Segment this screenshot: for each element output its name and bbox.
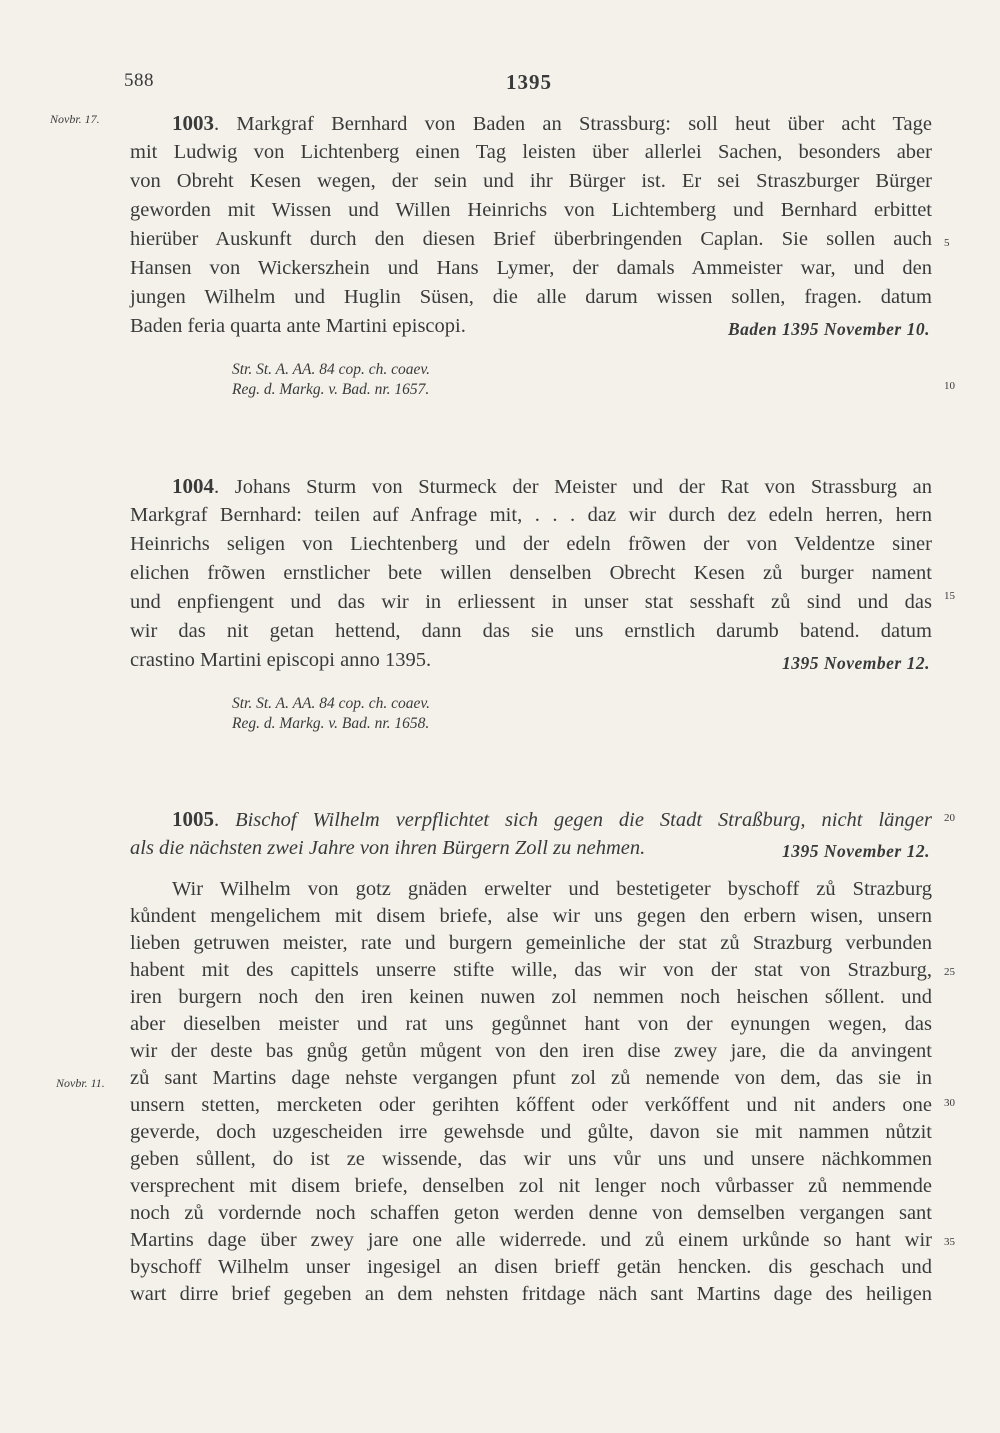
text-line: Baden feria quarta ante Martini episcopi. Baden 1395 November 10. xyxy=(130,313,932,339)
entry-number: 1003 xyxy=(172,111,214,135)
text-line: wir der deste bas gnůg getůn můgent von den iren dise zwey jare, die da anvingent xyxy=(130,1040,932,1062)
margin-date: Novbr. 11. xyxy=(56,1076,105,1090)
text-line: aber dieselben meister und rat uns gegůnnet hant von der eynungen wegen, das xyxy=(130,1013,932,1035)
text-line: geben sůllent, do ist ze wissende, das wir uns vůr uns und unsere nächkommen xyxy=(130,1148,932,1170)
text-line: noch zů vordernde noch schaffen geton werden denne von demselben vergangen sant xyxy=(130,1202,932,1224)
text-line: 1004. Johans Sturm von Sturmeck der Meister und der Rat von Strassburg an xyxy=(172,474,933,498)
text-line: versprechent mit disem briefe, denselben zol nit lenger noch vůrbasser zů nemmende xyxy=(130,1175,932,1197)
line-number: 15 xyxy=(944,590,955,602)
text-line: 1003. Markgraf Bernhard von Baden an Strassburg: soll heut über acht Tage xyxy=(172,111,932,135)
text-line: und enpfiengent und das wir in erliessent in unser stat sesshaft zů sind und das xyxy=(130,591,932,613)
running-head-year: 1395 xyxy=(506,70,552,94)
page-number: 588 xyxy=(124,70,154,91)
text-line: geverde, doch uzgescheiden irre gewehsde und gůlte, davon sie mit nammen nůtzit xyxy=(130,1121,932,1143)
document-date: 1395 November 12. xyxy=(782,841,930,861)
text-line: jungen Wilhelm und Huglin Süsen, die alle darum wissen sollen, fragen. datum xyxy=(130,286,932,308)
line-number: 10 xyxy=(944,380,955,392)
line-number: 30 xyxy=(944,1097,955,1109)
text-line: iren burgern noch den iren keinen nuwen zol nemmen noch heischen sőllent. und xyxy=(130,986,932,1008)
document-date: 1395 November 12. xyxy=(782,653,930,673)
text-line: Heinrichs seligen von Liechtenberg und der edeln frõwen der von Veldentze siner xyxy=(130,533,932,555)
source-note: Reg. d. Markg. v. Bad. nr. 1657. xyxy=(232,381,430,398)
source-note: Reg. d. Markg. v. Bad. nr. 1658. xyxy=(232,715,430,732)
margin-date: Novbr. 17. xyxy=(50,112,100,126)
text-line: lieben getruwen meister, rate und burgern gemeinliche der stat zů Strazburg verbunden xyxy=(130,932,932,954)
text-line: Hansen von Wickerszhein und Hans Lymer, der damals Ammeister war, und den xyxy=(130,257,932,279)
line-number: 35 xyxy=(944,1236,955,1248)
source-note: Str. St. A. AA. 84 cop. ch. coaev. xyxy=(232,361,431,378)
text-line: Wir Wilhelm von gotz gnäden erwelter und bestetigeter byschoff zů Strazburg xyxy=(172,878,932,900)
text-line: Martins dage über zwey jare one alle widerrede. und zů einem urkůnde so hant wir xyxy=(130,1229,932,1251)
heading-line: 1005. Bischof Wilhelm verpflichtet sich gegen die Stadt Straßburg, nicht länger xyxy=(172,807,932,831)
text-line: von Obreht Kesen wegen, der sein und ihr Bürger ist. Er sei Straszburger Bürger xyxy=(130,170,932,192)
text-line: mit Ludwig von Lichtenberg einen Tag leisten über allerlei Sachen, besonders aber xyxy=(130,141,932,163)
text-line: crastino Martini episcopi anno 1395. 1395 November 12. xyxy=(130,647,932,673)
text-line: unsern stetten, mercketen oder gerihten kőffent oder verkőffent und nit anders one xyxy=(130,1094,932,1116)
document-date: Baden 1395 November 10. xyxy=(727,319,930,339)
text-line: hierüber Auskunft durch den diesen Brief überbringenden Caplan. Sie sollen auch xyxy=(130,228,932,250)
text-line: Markgraf Bernhard: teilen auf Anfrage mit, . . . daz wir durch dez edeln herren, hern xyxy=(130,504,932,526)
text-line: kůndent mengelichem mit disem briefe, alse wir uns gegen den erbern wisen, unsern xyxy=(130,905,932,927)
text-line: wir das nit getan hettend, dann das sie uns ernstlich darumb batend. datum xyxy=(130,620,932,642)
source-note: Str. St. A. AA. 84 cop. ch. coaev. xyxy=(232,695,431,712)
heading-line: als die nächsten zwei Jahre von ihren Bürgern Zoll zu nehmen. 1395 November 12. xyxy=(130,835,932,861)
text-line: zů sant Martins dage nehste vergangen pfunt zol zů nemende von dem, das sie in xyxy=(130,1067,932,1089)
line-number: 20 xyxy=(944,812,955,824)
page-header xyxy=(0,70,1000,100)
text-line: byschoff Wilhelm unser ingesigel an disen brieff getän hencken. dis geschach und xyxy=(130,1256,932,1278)
entry-number: 1004 xyxy=(172,474,214,498)
line-number: 25 xyxy=(944,966,955,978)
text-line: wart dirre brief gegeben an dem nehsten fritdage näch sant Martins dage des heiligen xyxy=(130,1283,932,1305)
text-line: habent mit des capittels unserre stifte wille, das wir von der stat von Strazburg, xyxy=(130,959,932,981)
text-line: elichen frõwen ernstlicher bete willen denselben Obrecht Kesen zů burger nament xyxy=(130,562,932,584)
line-number: 5 xyxy=(944,237,950,249)
text-line: geworden mit Wissen und Willen Heinrichs von Lichtemberg und Bernhard erbittet xyxy=(130,199,932,221)
entry-number: 1005 xyxy=(172,807,214,831)
